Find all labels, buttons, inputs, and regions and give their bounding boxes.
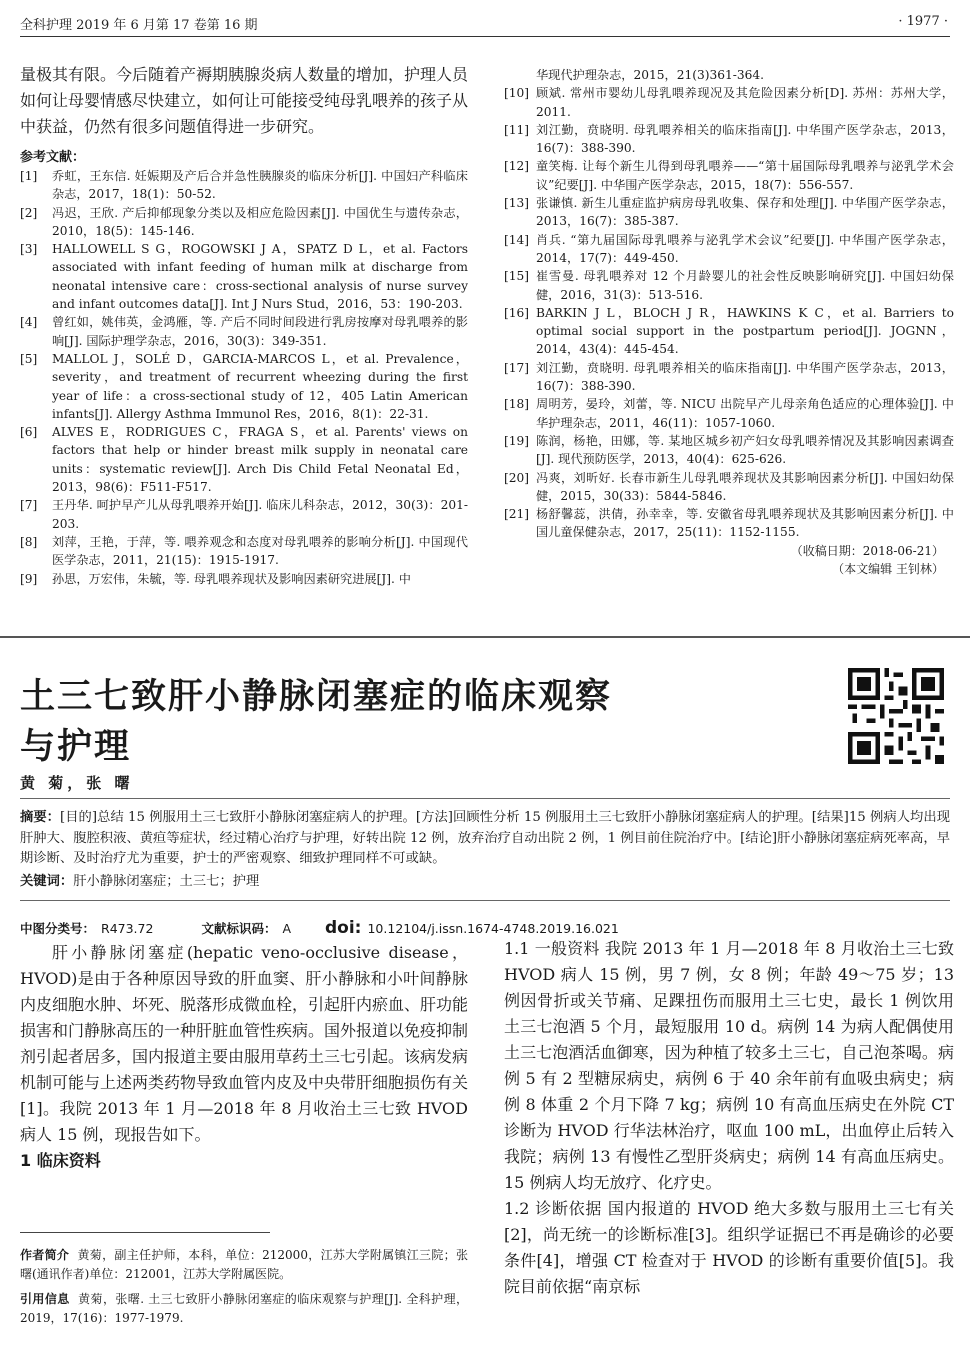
keywords — [20, 872, 950, 892]
reference-text: 冯爽，刘昕好. 长春市新生儿母乳喂养现状及其影响因素分析[J]. 中国妇幼保健，2015，30(33)：5844-5846. — [536, 470, 954, 503]
reference-text: 肖兵. “第九届国际母乳喂养与泌乳学术会议”纪要[J]. 中华围产医学杂志，2014，17(7)：449-450. — [536, 232, 954, 265]
keywords-text: 肝小静脉闭塞症；土三七；护理 — [73, 874, 260, 889]
references-list-left — [20, 167, 468, 588]
reference-item — [20, 496, 468, 533]
reference-item — [20, 167, 468, 204]
reference-item — [504, 84, 954, 121]
footnote-cite-label: 引用信息 — [20, 1292, 70, 1306]
reference-number: [10] — [504, 86, 530, 101]
reference-text: 王丹华. 呵护早产儿从母乳喂养开始[J]. 临床儿科杂志，2012，30(3)：201-203. — [52, 498, 468, 531]
reference-number: [12] — [504, 159, 530, 174]
classification-line — [20, 918, 950, 938]
reference-number: [20] — [504, 470, 530, 485]
reference-text: 陈润，杨艳，田娜，等. 某地区城乡初产妇女母乳喂养情况及其影响因素调查[J]. 现代预防医学，2013，40(4)：625-626. — [536, 433, 954, 467]
reference-text: 乔虹，王东信. 妊娠期及产后合并急性胰腺炎的临床分析[J]. 中国妇产科临床杂志，2017，18(1)：50-52. — [52, 169, 468, 202]
reference-text: 冯迟，王欣. 产后抑郁现象分类以及相应危险因素[J]. 中国优生与遗传杂志，2010，18(5)：145-146. — [52, 205, 468, 238]
qr-code-icon[interactable] — [848, 668, 944, 764]
article-title — [20, 672, 780, 772]
footnote-author-text: 黄菊，副主任护师，本科，单位：212000，江苏大学附属镇江三院；张曙(通讯作者)单位：212001，江苏大学附属医院。 — [20, 1248, 468, 1281]
prev-closing-paragraph: 量极其有限。今后随着产褥期胰腺炎病人数量的增加，护理人员如何让母婴情感尽快建立，如何让可能接受纯母乳喂养的孩子从中获益，仍然有很多问题值得进一步研究。 — [20, 65, 469, 136]
reference-text: BARKIN J L，BLOCH J R，HAWKINS K C，et al. Barriers to optimal social support in the postpartum period[J]. JOGNN，2014，43(4)：445-454. — [536, 305, 954, 357]
reference-number: [6] — [20, 425, 38, 440]
reference-text: 崔雪曼. 母乳喂养对 12 个月龄婴儿的社会性反映影响研究[J]. 中国妇幼保健，2016，31(3)：513-516. — [536, 269, 954, 302]
reference-number: [9] — [20, 571, 38, 586]
footnote-citation — [20, 1290, 468, 1328]
reference-number: [21] — [504, 507, 530, 522]
doi-value[interactable]: 10.12104/j.issn.1674-4748.2019.16.021 — [367, 921, 619, 936]
reference-text: 张谦慎. 新生儿重症监护病房母乳收集、保存和处理[J]. 中华围产医学杂志，2013，16(7)：385-387. — [536, 196, 954, 229]
section-heading-clinical-data: 1 临床资料 — [20, 1151, 101, 1170]
footnote-author-label: 作者简介 — [20, 1248, 70, 1262]
reference-item — [504, 432, 954, 469]
reference-text: ALVES E，RODRIGUES C，FRAGA S，et al. Parents' views on factors that help or hinder breast milk supply in neonatal care units：systematic review[J]. Arch Dis Child Fetal Neonatal Ed，2013，98(6)：F511-F517. — [52, 425, 468, 495]
reference-text: MALLOL J，SOLÉ D，GARCIA-MARCOS L，et al. Prevalence，severity，and treatment of recurrent wheezing during the first year of life：a cross-sectional study of 12，405 Latin American infants[J]. Allergy Asthma Immunol Res，2016，8(1)：22-31. — [52, 351, 468, 421]
abstract — [20, 808, 950, 870]
reference-number: [5] — [20, 351, 38, 366]
reference-text: 刘萍，王艳，于萍，等. 喂养观念和态度对母乳喂养的影响分析[J]. 中国现代医学杂志，2011，21(15)：1915-1917. — [52, 534, 468, 568]
doc-label: 文献标识码： — [201, 921, 277, 936]
prev-article-right-column — [504, 66, 954, 578]
reference-number: [8] — [20, 534, 38, 549]
received-date: （收稿日期：2018-06-21） — [790, 543, 944, 558]
abstract-label: 摘要： — [20, 810, 60, 825]
doc-value: A — [282, 921, 292, 936]
reference-number: [2] — [20, 205, 38, 220]
reference-text: 孙思，万宏伟，朱毓，等. 母乳喂养现状及影响因素研究进展[J]. 中 — [52, 571, 411, 586]
footnote-rule — [20, 1232, 270, 1233]
reference-item — [504, 157, 954, 194]
article-separator — [0, 636, 970, 638]
abstract-bottom-rule — [20, 900, 950, 901]
running-header-journal: 全科护理 2019 年 6 月第 17 卷第 16 期 — [20, 18, 258, 33]
reference-number: [7] — [20, 498, 38, 513]
abstract-top-rule — [20, 798, 950, 799]
reference-number: [16] — [504, 305, 530, 320]
reference-item — [20, 350, 468, 423]
reference-text: 刘江勤，贲晓明. 母乳喂养相关的临床指南[J]. 中华围产医学杂志，2013，16(7)：388-390. — [536, 122, 954, 156]
article-right-column — [504, 936, 954, 1300]
reference-text: 童笑梅. 让每个新生儿得到母乳喂养——“第十届国际母乳喂养与泌乳学术会议”纪要[J]. 中华围产医学杂志，2015，18(7)：556-557. — [536, 159, 954, 192]
reference-item — [504, 231, 954, 268]
reference-text: HALLOWELL S G，ROGOWSKI J A，SPATZ D L，et al. Factors associated with infant feeding of human milk at discharge from neonatal intensive care：cross-sectional analysis of nurse survey and infant outcomes data[J]. Int J Nurs Stud，2016，53：190-203. — [52, 242, 468, 312]
para-1-2-diagnosis: 1.2 诊断依据 国内报道的 HVOD 绝大多数与服用土三七有关[2]，尚无统一的诊断标准[3]。组织学证据已不再是确诊的必要条件[4]，增强 CT 检查对于 HVOD 的诊断有重要价值[5]。我院目前依据“南京标 — [504, 1199, 954, 1296]
reference-text: 顾斌. 常州市婴幼儿母乳喂养现况及其危险因素分析[D]. 苏州：苏州大学，2011. — [536, 86, 954, 119]
reference-item — [20, 313, 468, 350]
doi-label: doi: — [325, 918, 362, 938]
article-title-line2: 与护理 — [20, 727, 132, 767]
class-label: 中图分类号： — [20, 921, 96, 936]
reference-number: [13] — [504, 196, 530, 211]
para-1-1-general-data: 1.1 一般资料 我院 2013 年 1 月—2018 年 8 月收治土三七致 HVOD 病人 15 例，男 7 例，女 8 例；年龄 49～75 岁；13 例因骨折或关节痛、足踝扭伤而服用土三七史，最长 1 例饮用土三七泡酒 5 个月，最短服用 10 d。病例 14 为病人配偶使用土三七泡酒活血御寒，因为种植了较多土三七，自己泡茶喝。病例 5 有 2 型糖尿病史，病例 6 于 40 余年前有血吸虫病史；病例 8 体重 2 个月下降 7 kg；病例 10 有高血压病史在外院 CT 诊断为 HVOD 行华法林治疗，呕血 100 mL，出血停止后转入我院；病例 13 有慢性乙型肝炎病史；病例 14 有高血压病史。15 例病人均无放疗、化疗史。 — [504, 939, 954, 1192]
article-left-column — [20, 940, 468, 1174]
reference-number: [11] — [504, 122, 530, 137]
header-rule — [20, 36, 950, 37]
reference-item — [20, 533, 468, 570]
reference-item — [504, 194, 954, 231]
reference-number: [19] — [504, 433, 530, 448]
prev-article-left-column — [20, 62, 468, 588]
reference-item — [504, 359, 954, 396]
reference-item — [504, 505, 954, 542]
class-value: R473.72 — [101, 921, 154, 936]
reference-item — [504, 121, 954, 158]
references-title: 参考文献： — [20, 150, 86, 165]
keywords-label: 关键词： — [20, 874, 74, 889]
reference-number: [14] — [504, 232, 530, 247]
reference-number: [4] — [20, 315, 38, 330]
reference-text: 曾红如，姚伟英，金鸿雁，等. 产后不同时间段进行乳房按摩对母乳喂养的影响[J]. 国际护理学杂志，2016，30(3)：349-351. — [52, 315, 468, 348]
reference-item — [20, 570, 468, 588]
reference-item — [20, 423, 468, 496]
reference-item — [504, 395, 954, 432]
reference-text: 周明芳，晏玲，刘蕾，等. NICU 出院早产儿母亲角色适应的心理体验[J]. 中华护理杂志，2011，46(11)：1057-1060. — [536, 397, 954, 430]
reference-text: 华现代护理杂志，2015，21(3)361-364. — [536, 68, 764, 82]
reference-number: [15] — [504, 269, 530, 284]
reference-item — [504, 66, 954, 84]
page-number: · 1977 · — [898, 14, 948, 29]
references-list-right — [504, 66, 954, 542]
footnote-cite-text: 黄菊，张曙. 土三七致肝小静脉闭塞症的临床观察与护理[J]. 全科护理，2019，17(16)：1977-1979. — [20, 1292, 468, 1325]
reference-number: [17] — [504, 360, 530, 375]
footnote-author — [20, 1246, 468, 1284]
reference-item — [20, 204, 468, 241]
reference-number: [3] — [20, 242, 38, 257]
intro-paragraph: 肝小静脉闭塞症(hepatic veno-occlusive disease，HVOD)是由于各种原因导致的肝血窦、肝小静脉和小叶间静脉内皮细胞水肿、坏死、脱落形成微血栓，引起肝内瘀血、肝功能损害和门静脉高压的一种肝脏血管性疾病。国外报道以免疫抑制剂引起者居多，国内报道主要由服用草药土三七引起。该病发病机制可能与上述两类药物导致血管内皮及中央带肝细胞损伤有关[1]。我院 2013 年 1 月—2018 年 8 月收治土三七致 HVOD 病人 15 例，现报告如下。 — [20, 943, 469, 1144]
reference-item — [20, 240, 468, 313]
article-authors: 黄 菊，张 曙 — [20, 774, 134, 792]
reference-number — [504, 66, 536, 84]
reference-item — [504, 304, 954, 359]
reference-number: [18] — [504, 397, 530, 412]
reference-item — [504, 267, 954, 304]
reference-number: [1] — [20, 169, 38, 183]
reference-text: 杨舒馨蕊，洪倩，孙幸幸，等. 安徽省母乳喂养现状及其影响因素分析[J]. 中国儿童保健杂志，2017，25(11)：1152-1155. — [536, 507, 954, 540]
reference-item — [504, 469, 954, 506]
article-title-line1: 土三七致肝小静脉闭塞症的临床观察 — [20, 677, 613, 717]
reference-text: 刘江勤，贲晓明. 母乳喂养相关的临床指南[J]. 中华围产医学杂志，2013，16(7)：388-390. — [536, 360, 954, 394]
editor-note: （本文编辑 王钊林） — [832, 561, 944, 576]
abstract-text: [目的]总结 15 例服用土三七致肝小静脉闭塞症病人的护理。[方法]回顾性分析 15 例服用土三七致肝小静脉闭塞症病人的护理。[结果]15 例病人均出现肝肿大、腹腔积液、黄疸等症状，经过精心治疗与护理，好转出院 12 例，放弃治疗自动出院 2 例，1 例目前住院治疗中。[结论]肝小静脉闭塞症病死率高，早期诊断、及时治疗尤为重要，护士的严密观察、细致护理同样不可或缺。 — [20, 810, 950, 866]
